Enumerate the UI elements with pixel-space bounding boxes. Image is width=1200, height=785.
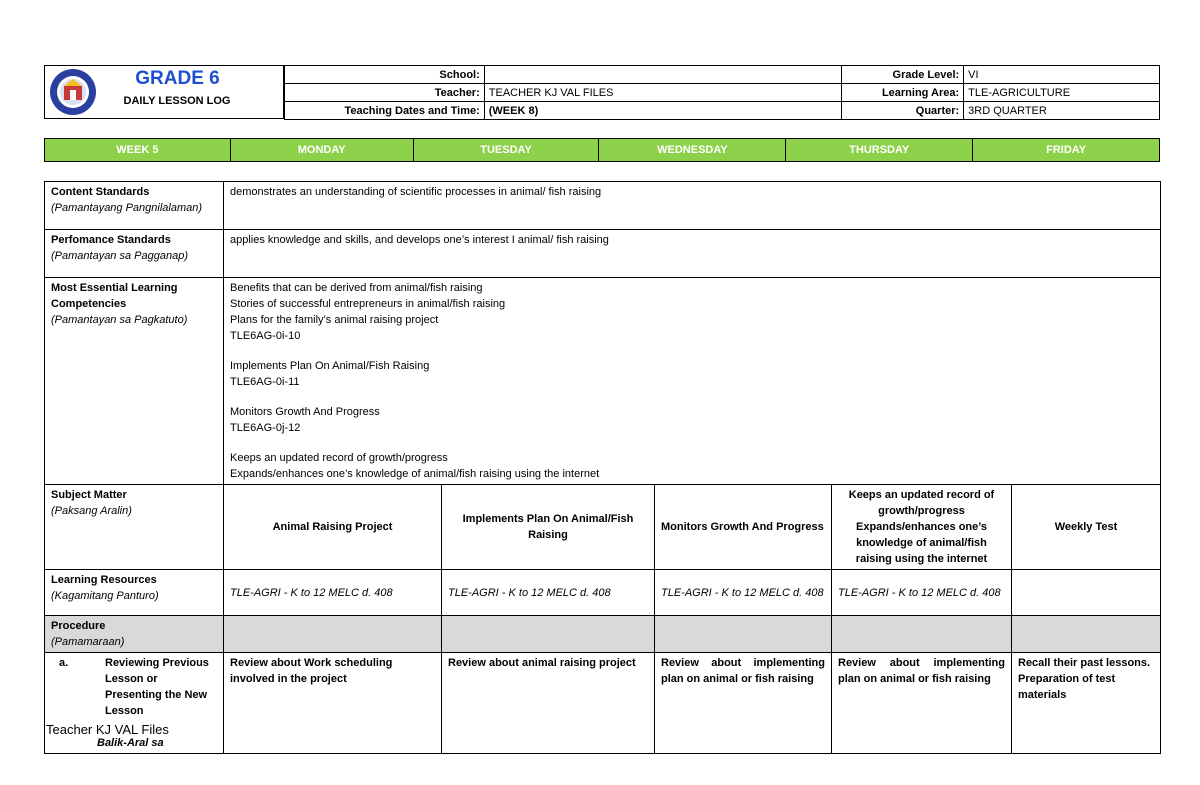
subject-tuesday: Implements Plan On Animal/Fish Raising [442,485,655,570]
content-standards-value: demonstrates an understanding of scientific processes in animal/ fish raising [224,182,1161,230]
melc-line: Plans for the family’s animal raising project [230,314,439,326]
content-standards-row [45,182,1161,230]
grade-level-field: VI [964,66,1160,84]
day-thursday: THURSDAY [786,139,973,162]
dates-field: (WEEK 8) [484,102,842,120]
melc-line: TLE6AG-0i-10 [230,330,301,342]
performance-standards-sublabel: (Pamantayan sa Pagganap) [51,250,188,262]
performance-standards-row [45,230,1161,278]
learning-resources-label: Learning Resources [51,574,157,586]
dates-label: Teaching Dates and Time: [285,102,485,120]
melc-line: Implements Plan On Animal/Fish Raising [230,360,430,372]
teacher-field: TEACHER KJ VAL FILES [484,84,842,102]
content-standards-label: Content Standards [51,186,150,198]
procedure-label: Procedure [51,620,106,632]
day-friday: FRIDAY [973,139,1160,162]
learning-area-label: Learning Area: [842,84,964,102]
resource-wednesday: TLE-AGRI - K to 12 MELC d. 408 [655,570,832,616]
content-standards-sublabel: (Pamantayang Pangnilalaman) [51,202,203,214]
melc-line [230,436,1154,450]
quarter-field: 3RD QUARTER [964,102,1160,120]
learning-resources-row [45,570,1161,616]
procedure-wednesday [655,616,832,653]
subject-thursday: Keeps an updated record of growth/progress Expands/enhances one’s knowledge of animal/fish raising using the internet [832,485,1012,570]
quarter-label: Quarter: [842,102,964,120]
day-wednesday: WEDNESDAY [599,139,786,162]
procedure-sublabel: (Pamamaraan) [51,636,125,648]
resource-thursday: TLE-AGRI - K to 12 MELC d. 408 [832,570,1012,616]
review-friday: Recall their past lessons. Preparation of test materials [1012,653,1161,754]
resource-tuesday: TLE-AGRI - K to 12 MELC d. 408 [442,570,655,616]
week-bar [44,138,1160,162]
performance-standards-value: applies knowledge and skills, and develops one’s interest I animal/ fish raising [224,230,1161,278]
daily-lesson-log-title: DAILY LESSON LOG [123,95,231,107]
grade-level-label: Grade Level: [842,66,964,84]
melc-line: Stories of successful entrepreneurs in animal/fish raising [230,298,506,310]
melc-label-cell [45,278,224,485]
subject-matter-row [45,485,1161,570]
melc-line: Monitors Growth And Progress [230,406,380,418]
learning-resources-label-cell [45,570,224,616]
melc-line: TLE6AG-0i-11 [230,376,300,388]
melc-label: Most Essential Learning Competencies [51,282,178,310]
review-thursday: Review about implementing plan on animal or fish raising [832,653,1012,754]
deped-seal-icon [49,68,97,116]
performance-standards-label: Perfomance Standards [51,234,171,246]
procedure-label-cell [45,616,224,653]
content-standards-label-cell [45,182,224,230]
review-row [45,653,1161,754]
melc-line [230,390,1154,404]
subject-wednesday: Monitors Growth And Progress [655,485,832,570]
learning-area-field: TLE-AGRICULTURE [964,84,1160,102]
header-info-table [284,65,1160,120]
review-label-cell [45,653,224,754]
review-monday: Review about Work scheduling involved in the project [224,653,442,754]
lesson-log-table [44,181,1161,754]
teacher-label: Teacher: [285,84,485,102]
melc-line [230,344,1154,358]
resource-friday [1012,570,1161,616]
melc-line: Benefits that can be derived from animal/fish raising [230,282,483,294]
subject-matter-label: Subject Matter [51,489,127,501]
week-cell: WEEK 5 [45,139,231,162]
resource-monday: TLE-AGRI - K to 12 MELC d. 408 [224,570,442,616]
procedure-thursday [832,616,1012,653]
subject-monday: Animal Raising Project [224,485,442,570]
performance-standards-label-cell [45,230,224,278]
day-monday: MONDAY [230,139,413,162]
melc-line: TLE6AG-0j-12 [230,422,301,434]
procedure-row [45,616,1161,653]
school-field [484,66,842,84]
melc-value-cell [224,278,1161,485]
melc-sublabel: (Pamantayan sa Pagkatuto) [51,314,188,326]
procedure-monday [224,616,442,653]
melc-line: Expands/enhances one’s knowledge of animal/fish raising using the internet [230,468,600,480]
subject-friday: Weekly Test [1012,485,1161,570]
day-tuesday: TUESDAY [413,139,599,162]
review-tuesday: Review about animal raising project [442,653,655,754]
review-marker: a. [59,657,69,669]
learning-resources-sublabel: (Kagamitang Panturo) [51,590,159,602]
school-label: School: [285,66,485,84]
subject-matter-sublabel: (Paksang Aralin) [51,505,132,517]
procedure-friday [1012,616,1161,653]
melc-row [45,278,1161,485]
subject-matter-label-cell [45,485,224,570]
review-wednesday: Review about implementing plan on animal or fish raising [655,653,832,754]
footer-text: Teacher KJ VAL Files [46,722,169,737]
procedure-tuesday [442,616,655,653]
grade-title: GRADE 6 [135,68,220,89]
review-label: Reviewing Previous Lesson or Presenting the New Lesson [105,657,209,717]
melc-line: Keeps an updated record of growth/progress [230,452,448,464]
review-sublabel: Balik-Aral sa [97,737,164,749]
